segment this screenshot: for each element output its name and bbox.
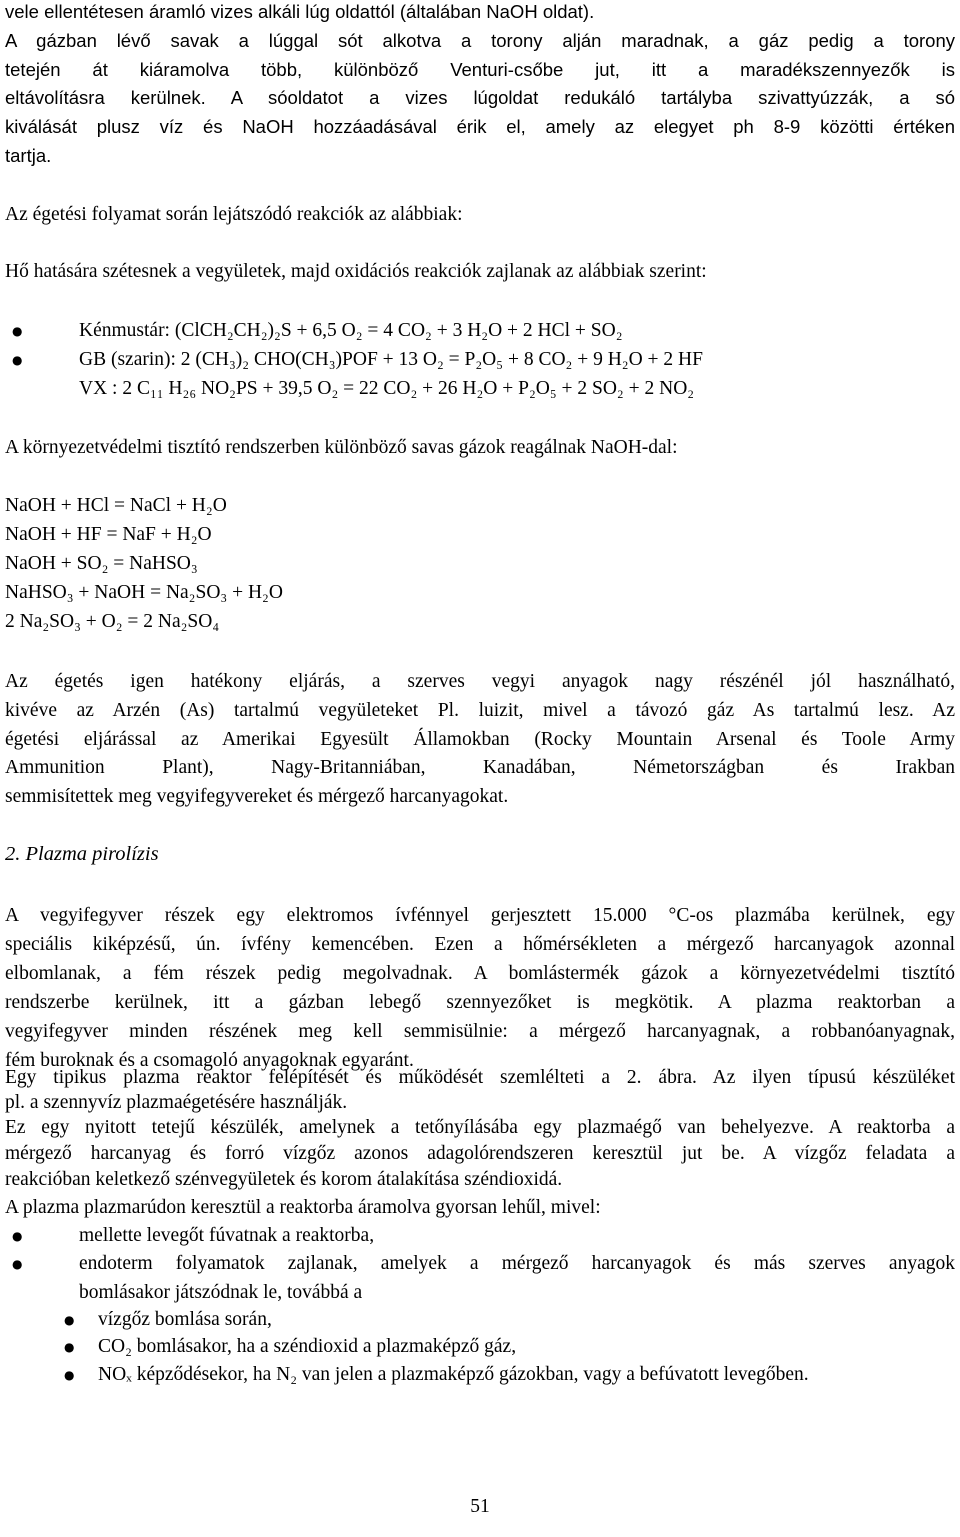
text-line: égetési eljárással az Amerikai Egyesült Államokban (Rocky Mountain Arsenal és Toole Army bbox=[5, 728, 955, 750]
text-line: elbomlanak, a fém részek pedig megolvadnak. A bomlástermék gázok a környezetvédelmi tisztító bbox=[5, 963, 955, 984]
text-line: A gázban lévő savak a lúggal sót alkotva a torony alján maradnak, a gáz pedig a torony bbox=[5, 29, 955, 51]
text-line: Az égetés igen hatékony eljárás, a szerves vegyi anyagok nagy részénél jól használható, bbox=[5, 671, 955, 692]
sub-list-item: vízgőz bomlása során, bbox=[98, 1309, 272, 1330]
bullet-icon: ● bbox=[64, 1368, 75, 1382]
bullet-icon: ● bbox=[12, 1257, 23, 1271]
text-line: A vegyifegyver részek egy elektromos ívfénnyel gerjesztett 15.000 °C-os plazmába kerülnek, egy bbox=[5, 905, 955, 926]
text-line: Ammunition Plant), Nagy-Britanniában, Kanadában, Németországban és Irakban bbox=[5, 757, 955, 779]
section-heading: 2. Plazma pirolízis bbox=[5, 843, 159, 865]
text-line: reakcióban keletkező szénvegyületek és korom átalakítása széndioxidá. bbox=[5, 1169, 563, 1190]
bullet-icon: ● bbox=[12, 1229, 23, 1243]
text-line: rendszerbe kerülnek, itt a gázban lebegő szennyezőket is megkötik. A plazma reaktorban a bbox=[5, 992, 955, 1013]
text-line: Egy tipikus plazma reaktor felépítését és működését szemlélteti a 2. ábra. Az ilyen típusú készüléket bbox=[5, 1067, 955, 1088]
text-line: tetején át kiáramolva több, különböző Venturi-csőbe jut, itt a maradékszennyezők is bbox=[5, 58, 955, 80]
bullet-icon: ● bbox=[12, 324, 23, 338]
naoh-equation: NaOH + HF = NaF + H₂O bbox=[5, 524, 212, 545]
text-line: eltávolításra kerülnek. A sóoldatot a vizes lúgoldat redukáló tartályba szivattyúzzák, a só bbox=[5, 87, 955, 109]
cooling-intro: A plazma plazmarúdon keresztül a reaktorba áramolva gyorsan lehűl, mivel: bbox=[5, 1197, 601, 1218]
open-vessel-paragraph bbox=[5, 1115, 955, 1193]
sub-list-item: NOₓ képződésekor, ha N₂ van jelen a plazmaképző gázokban, vagy a befúvatott levegőben. bbox=[98, 1364, 809, 1385]
intro-paragraph bbox=[5, 0, 955, 171]
text-line: endoterm folyamatok zajlanak, amelyek a mérgező harcanyagok és más szerves anyagok bbox=[79, 1253, 955, 1274]
text-line: kiválását plusz víz és NaOH hozzáadásával érik el, amely az elegyet ph 8-9 közötti értéken bbox=[5, 116, 955, 138]
bullet-icon: ● bbox=[64, 1340, 75, 1354]
equation-mustard: Kénmustár: (ClCH₂CH₂)₂S + 6,5 O₂ = 4 CO₂ + 3 H₂O + 2 HCl + SO₂ bbox=[79, 320, 623, 341]
page-number: 51 bbox=[470, 1496, 490, 1517]
env-intro: A környezetvédelmi tisztító rendszerben különböző savas gázok reagálnak NaOH-dal: bbox=[5, 437, 678, 458]
text-line: pl. a szennyvíz plazmaégetésére használják. bbox=[5, 1092, 348, 1113]
text-line: vegyifegyver minden részének meg kell semmisülnie: a mérgező harcanyagnak, a robbanóanyagnak, bbox=[5, 1021, 955, 1042]
text-line: fém buroknak és a csomagoló anyagoknak egyaránt. bbox=[5, 1050, 414, 1071]
equation-vx: VX : 2 C₁₁ H₂₆ NO₂PS + 39,5 O₂ = 22 CO₂ + 26 H₂O + P₂O₅ + 2 SO₂ + 2 NO₂ bbox=[79, 378, 695, 399]
list-item: mellette levegőt fúvatnak a reaktorba, bbox=[79, 1225, 375, 1246]
text-line: Ez egy nyitott tetejű készülék, amelynek a tetőnyílásába egy plazmaégő van behelyezve. A reaktorba a bbox=[5, 1117, 955, 1138]
text-line: semmisítettek meg vegyifegyvereket és mérgező harcanyagokat. bbox=[5, 786, 509, 808]
sub-list-item: CO₂ bomlásakor, ha a széndioxid a plazmaképző gáz, bbox=[98, 1336, 517, 1357]
text-line: kivéve az Arzén (As) tartalmú vegyületeket Pl. luizit, mivel a távozó gáz As tartalmú lesz. Az bbox=[5, 699, 955, 721]
text-line: tartja. bbox=[5, 144, 52, 166]
equation-sarin: GB (szarin): 2 (CH₃)₂ CHO(CH₃)POF + 13 O₂ = P₂O₅ + 8 CO₂ + 9 H₂O + 2 HF bbox=[79, 349, 703, 370]
typical-paragraph bbox=[5, 1065, 955, 1115]
reactions-intro: Az égetési folyamat során lejátszódó reakciók az alábbiak: bbox=[5, 204, 463, 225]
plasma-paragraph bbox=[5, 901, 955, 1075]
text-line: bomlásakor játszódnak le, továbbá a bbox=[79, 1281, 363, 1303]
list-item bbox=[79, 1250, 955, 1308]
bullet-icon: ● bbox=[64, 1313, 75, 1327]
text-line: vele ellentétesen áramló vizes alkáli lúg oldattól (általában NaOH oldat). bbox=[5, 1, 595, 22]
text-line: speciális kiképzésű, ún. ívfény kemencében. Ezen a hőmérsékleten a mérgező harcanyagok azonnal bbox=[5, 934, 955, 955]
naoh-equation: NaHSO₃ + NaOH = Na₂SO₃ + H₂O bbox=[5, 582, 283, 603]
naoh-equation: NaOH + HCl = NaCl + H₂O bbox=[5, 495, 227, 516]
text-line: mérgező harcanyag és forró vízgőz azonos adagolórendszeren keresztül jut be. A vízgőz feladata a bbox=[5, 1143, 955, 1164]
bullet-icon: ● bbox=[12, 353, 23, 367]
heat-intro: Hő hatására szétesnek a vegyületek, majd oxidációs reakciók zajlanak az alábbiak szerint: bbox=[5, 261, 707, 282]
burn-paragraph bbox=[5, 668, 955, 812]
naoh-equation: 2 Na₂SO₃ + O₂ = 2 Na₂SO₄ bbox=[5, 611, 220, 632]
naoh-equation: NaOH + SO₂ = NaHSO₃ bbox=[5, 553, 198, 574]
